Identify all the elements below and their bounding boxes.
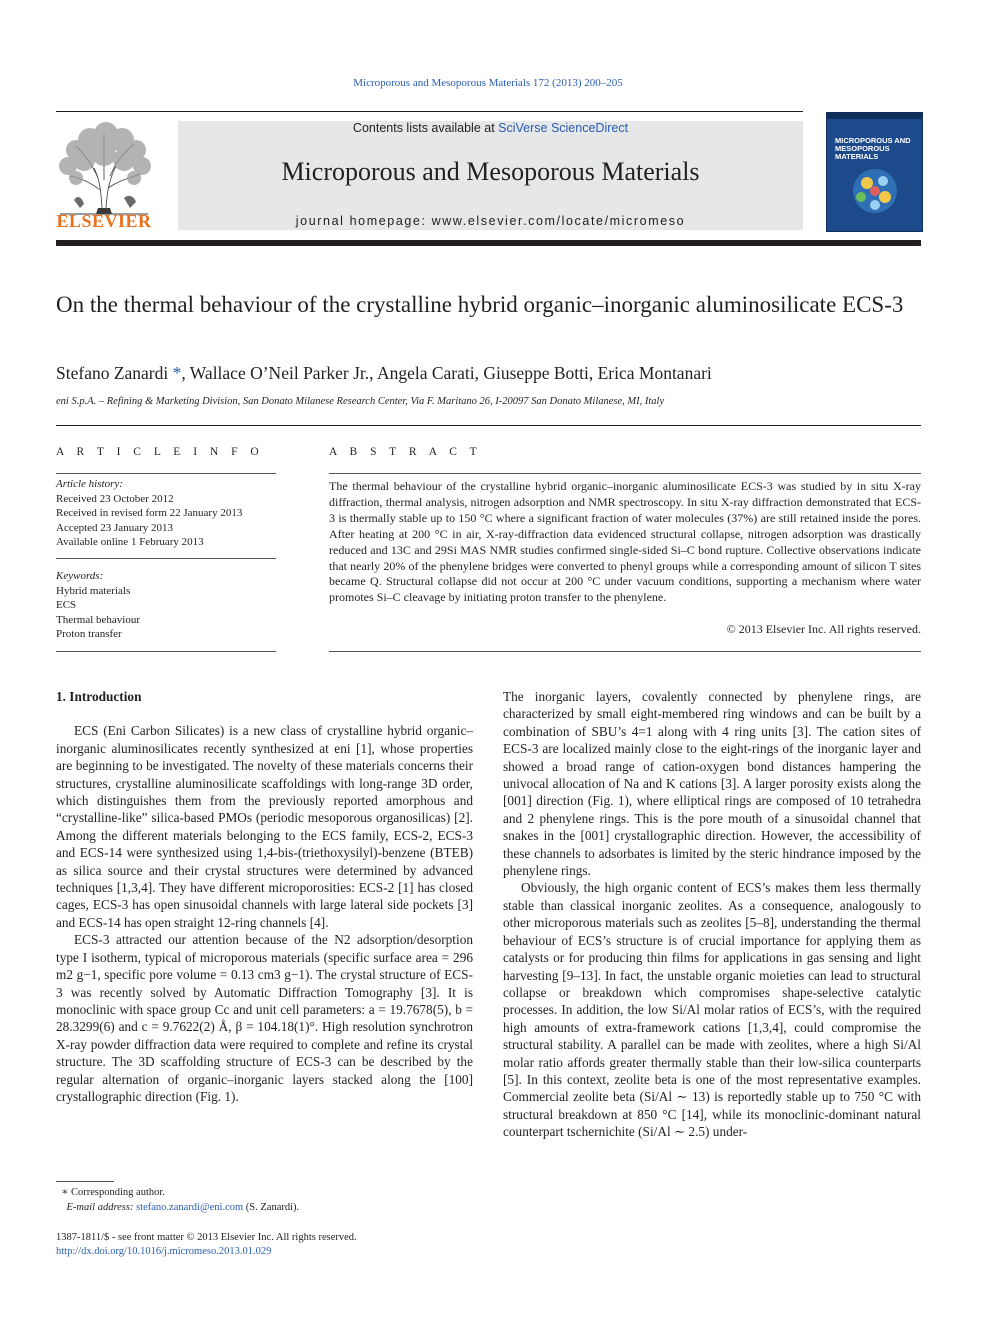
- article-title: On the thermal behaviour of the crystalline hybrid organic–inorganic aluminosilicate ECS-3: [56, 292, 904, 317]
- journal-citation[interactable]: Microporous and Mesoporous Materials 172 (2013) 200–205: [353, 77, 623, 89]
- email-label: E-mail address:: [66, 1201, 134, 1213]
- journal-masthead: [178, 121, 803, 230]
- journal-title: Microporous and Mesoporous Materials: [281, 157, 700, 186]
- abstract-heading: A B S T R A C T: [329, 446, 482, 458]
- abstract-copyright: © 2013 Elsevier Inc. All rights reserved.: [726, 622, 921, 636]
- contents-line: [178, 121, 803, 135]
- abstract-rule: [329, 473, 921, 474]
- body-paragraph: ECS (Eni Carbon Silicates) is a new class of crystalline hybrid organic–inorganic aluminosilicates recently synthesized at eni [1], whose properties are beginning to be investigated. The novelty of these materials concerns their structures, crystalline aluminosilicate scaffoldings with long-range 3D order, which distinguishes them from the previously reported amorphous and “crystalline-like” silica-based PMOs (periodic mesoporous organosilicas) [2]. Among the different materials belonging to the ECS family, ECS-2, ECS-3 and ECS-14 were synthesized using 1,4-bis-(triethoxysilyl)-benzene (BTEB) as silica source and their crystal structures were determined by advanced techniques [1,3,4]. They have different microporosities: ECS-2 [1] has closed cages, ECS-3 has open sinusoidal channels with large lateral side pockets [3] and ECS-14 has open straight 12-ring channels [4].: [56, 723, 473, 930]
- corresponding-author-note: [56, 1186, 476, 1201]
- keywords: [56, 569, 286, 642]
- abstract-rule: [329, 651, 921, 652]
- article-info-rule: [56, 473, 276, 474]
- body-paragraph: The inorganic layers, covalently connected by phenylene rings, are characterized by small eight-membered ring windows and can be built by a combination of SBU’s 4=1 along with 4 ring units [3]. The cation sites of ECS-3 are localized mainly close to the eight-rings of the inorganic layer and showed a broad range of cation-oxygen bond distances hampering the univocal allocation of Na and K cations [3]. A larger porosity exists along the [001] direction (Fig. 1), where elliptical rings are composed of 10 tetrahedra and 2 phenylene rings. This is the pore mouth of a sinusoidal channel that snakes in the [001] crystallographic direction. However, the accessibility of these channels to adsorbates is limited by the steric hindrance imposed by the phenylene rings.: [503, 689, 921, 879]
- doi-link[interactable]: http://dx.doi.org/10.1016/j.micromeso.2013.01.029: [56, 1246, 272, 1257]
- keyword: ECS: [56, 599, 77, 611]
- footnote: [56, 1186, 476, 1215]
- body-paragraph: ECS-3 attracted our attention because of the N2 adsorption/desorption type I isotherm, typical of microporous materials (specific surface area = 296 m2 g−1, specific pore volume = 0.13 cm3 g−1). The crystal structure of ECS-3 was recently solved by Automatic Diffraction Tomography [3]. It is monoclinic with space group Cc and unit cell parameters: a = 19.7678(5), b = 28.3299(6) and c = 9.7622(2) Å, β = 104.18(1)°. High resolution synchrotron X-ray powder diffraction data were required to complete and refine its crystal structure. The 3D scaffolding structure of ECS-3 can be described by the regular alternation of organic–inorganic layers stacked along the [100] crystallographic direction (Fig. 1).: [56, 932, 473, 1104]
- keyword: Proton transfer: [56, 628, 122, 640]
- article-history: [56, 477, 286, 550]
- cover-molecule-graphic: [841, 165, 909, 217]
- body-column-right: [503, 688, 921, 1141]
- contents-prefix: Contents lists available at: [352, 121, 499, 135]
- issn-line: 1387-1811/$ - see front matter © 2013 Elsevier Inc. All rights reserved.: [56, 1232, 357, 1243]
- section-heading: 1. Introduction: [56, 689, 142, 704]
- article-info-rule: [56, 651, 276, 652]
- journal-homepage[interactable]: journal homepage: www.elsevier.com/locate/micromeso: [295, 214, 686, 228]
- keyword: Hybrid materials: [56, 584, 131, 597]
- footnote-mark: ∗: [61, 1187, 69, 1198]
- affiliation-rule: [56, 425, 921, 426]
- author-list: [56, 363, 916, 384]
- cover-title: MICROPOROUS AND MESOPOROUS MATERIALS: [835, 136, 911, 161]
- body-column-left: [56, 688, 473, 1105]
- author-first: Stefano Zanardi: [56, 363, 169, 383]
- email-suffix: (S. Zanardi).: [243, 1201, 300, 1213]
- body-paragraph: Obviously, the high organic content of ECS’s makes them less thermally stable than classical inorganic zeolites. As a consequence, analogously to other microporous materials such as zeolites [5–8], understanding the thermal behaviour of ECS’s structure is of crucial importance for applying them as catalysts or for producing thin films for applications in gas sensing and light harvesting [9–13]. In fact, the unstable organic moieties can lead to structural collapse or breakdown which compromises shape-selective catalytic processes. In addition, the low Si/Al molar ratios of ECS’s, with the required high amounts of extra-framework cations [1,3,4], could compromise the structural stability. A parallel can be made with zeolites, where a high Si/Al molar ratio affords greater thermally stable than their low-silica counterparts [5]. In this context, zeolite beta is one of the most representative examples. Commercial zeolite beta (Si/Al ∼ 13) is reportedly stable up to 750 °C with structural breakdown at 850 °C [14], while its monoclinic-dominant natural counterpart tschernichite (Si/Al ∼ 2.5) under-: [503, 880, 921, 1140]
- email-link[interactable]: stefano.zanardi@eni.com: [136, 1201, 244, 1213]
- history-item: Received 23 October 2012: [56, 492, 174, 505]
- journal-cover-image: [826, 112, 923, 232]
- article-info-heading: A R T I C L E I N F O: [56, 446, 264, 458]
- header-thick-rule: [56, 240, 921, 246]
- corresponding-author-mark[interactable]: *: [168, 363, 182, 383]
- footnote-rule: [56, 1181, 114, 1182]
- affiliation: eni S.p.A. – Refining & Marketing Division, San Donato Milanese Research Center, Via F. Maritano 26, I-20097 San Donato Milanese, MI, Italy: [56, 396, 665, 407]
- elsevier-wordmark: ELSEVIER: [56, 211, 152, 231]
- keyword: Thermal behaviour: [56, 613, 140, 626]
- page-footer: [56, 1231, 536, 1259]
- keywords-label: Keywords:: [56, 570, 104, 582]
- email-note: [56, 1201, 476, 1216]
- corresponding-label: Corresponding author.: [71, 1187, 165, 1198]
- history-label: Article history:: [56, 478, 123, 490]
- abstract-text: The thermal behaviour of the crystalline hybrid organic–inorganic aluminosilicate ECS-3 was studied by in situ X-ray diffraction, thermal analysis, nitrogen adsorption and NMR spectroscopy. In situ X-ray diffraction demonstrated that ECS-3 is thermally stable up to 150 °C where a significant fraction of water molecules (37%) are still retained inside the pores. After heating at 200 °C in air, X-ray-diffraction data evidenced structural collapse, nitrogen adsorption was drastically reduced and 13C and 29Si MAS NMR studies confirmed single-sided Si–C bond rupture. Collective observations indicate that nearly 20% of the phenylene bridges were converted to phenyl groups while a corresponding amount of silicon T sites became Q. Structural collapse did not occur at 200 °C under vacuum conditions, supporting a mechanism where water promotes Si–C cleavage by initiating proton transfer to the phenylene.: [329, 479, 921, 605]
- header-rule: [56, 111, 803, 112]
- author-rest: , Wallace O’Neil Parker Jr., Angela Carati, Giuseppe Botti, Erica Montanari: [181, 363, 712, 383]
- history-item: Received in revised form 22 January 2013: [56, 507, 243, 519]
- sciencedirect-link[interactable]: SciVerse ScienceDirect: [498, 121, 629, 135]
- history-item: Available online 1 February 2013: [56, 536, 204, 548]
- article-info-rule: [56, 558, 276, 559]
- history-item: Accepted 23 January 2013: [56, 521, 173, 534]
